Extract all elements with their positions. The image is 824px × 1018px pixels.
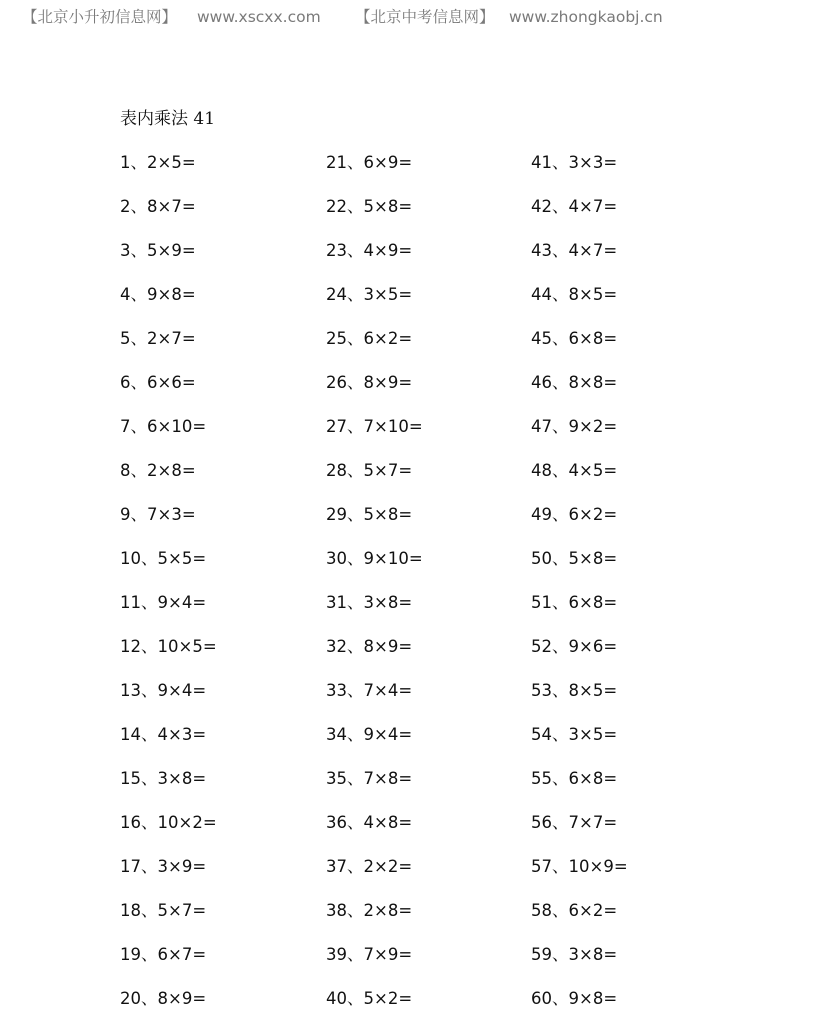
problem-item: 1、2×5= — [120, 153, 196, 172]
problem-item: 17、3×9= — [120, 857, 207, 876]
header-site-tag-left: 【北京小升初信息网】 — [22, 8, 178, 26]
problem-item: 47、9×2= — [531, 417, 618, 436]
problem-item: 11、9×4= — [120, 593, 207, 612]
problem-item: 2、8×7= — [120, 197, 196, 216]
problem-item: 12、10×5= — [120, 637, 217, 656]
problem-item: 41、3×3= — [531, 153, 618, 172]
problem-item: 58、6×2= — [531, 901, 618, 920]
problem-item: 43、4×7= — [531, 241, 618, 260]
problem-item: 3、5×9= — [120, 241, 196, 260]
problem-item: 49、6×2= — [531, 505, 618, 524]
header-site-tag-right: 【北京中考信息网】 — [355, 8, 495, 26]
header-site-url-left[interactable]: www.xscxx.com — [197, 8, 321, 26]
problem-item: 54、3×5= — [531, 725, 618, 744]
problem-item: 44、8×5= — [531, 285, 618, 304]
problem-item: 16、10×2= — [120, 813, 217, 832]
problem-item: 35、7×8= — [326, 769, 413, 788]
problem-item: 46、8×8= — [531, 373, 618, 392]
header-site-url-right[interactable]: www.zhongkaobj.cn — [509, 8, 663, 26]
problem-item: 53、8×5= — [531, 681, 618, 700]
problem-item: 21、6×9= — [326, 153, 413, 172]
problem-item: 13、9×4= — [120, 681, 207, 700]
problem-item: 10、5×5= — [120, 549, 207, 568]
problem-item: 52、9×6= — [531, 637, 618, 656]
problem-item: 29、5×8= — [326, 505, 413, 524]
problem-item: 51、6×8= — [531, 593, 618, 612]
problem-item: 57、10×9= — [531, 857, 628, 876]
problem-item: 9、7×3= — [120, 505, 196, 524]
problem-item: 25、6×2= — [326, 329, 413, 348]
problem-item: 18、5×7= — [120, 901, 207, 920]
problem-item: 28、5×7= — [326, 461, 413, 480]
problem-item: 37、2×2= — [326, 857, 413, 876]
problem-item: 6、6×6= — [120, 373, 196, 392]
problem-item: 48、4×5= — [531, 461, 618, 480]
problem-item: 8、2×8= — [120, 461, 196, 480]
problem-item: 59、3×8= — [531, 945, 618, 964]
problem-item: 20、8×9= — [120, 989, 207, 1008]
problem-item: 38、2×8= — [326, 901, 413, 920]
problem-item: 23、4×9= — [326, 241, 413, 260]
problem-item: 31、3×8= — [326, 593, 413, 612]
problem-item: 34、9×4= — [326, 725, 413, 744]
problem-item: 60、9×8= — [531, 989, 618, 1008]
problem-item: 33、7×4= — [326, 681, 413, 700]
problem-item: 19、6×7= — [120, 945, 207, 964]
problem-item: 55、6×8= — [531, 769, 618, 788]
problem-item: 45、6×8= — [531, 329, 618, 348]
problem-item: 42、4×7= — [531, 197, 618, 216]
problem-item: 5、2×7= — [120, 329, 196, 348]
worksheet-title: 表内乘法 41 — [120, 109, 216, 129]
problem-item: 22、5×8= — [326, 197, 413, 216]
problem-item: 4、9×8= — [120, 285, 196, 304]
problem-item: 32、8×9= — [326, 637, 413, 656]
problem-item: 24、3×5= — [326, 285, 413, 304]
problem-item: 7、6×10= — [120, 417, 207, 436]
problem-item: 15、3×8= — [120, 769, 207, 788]
problem-item: 26、8×9= — [326, 373, 413, 392]
problem-item: 30、9×10= — [326, 549, 423, 568]
problem-item: 27、7×10= — [326, 417, 423, 436]
problem-item: 56、7×7= — [531, 813, 618, 832]
problem-item: 50、5×8= — [531, 549, 618, 568]
problem-item: 36、4×8= — [326, 813, 413, 832]
problem-item: 14、4×3= — [120, 725, 207, 744]
problem-item: 39、7×9= — [326, 945, 413, 964]
problem-item: 40、5×2= — [326, 989, 413, 1008]
